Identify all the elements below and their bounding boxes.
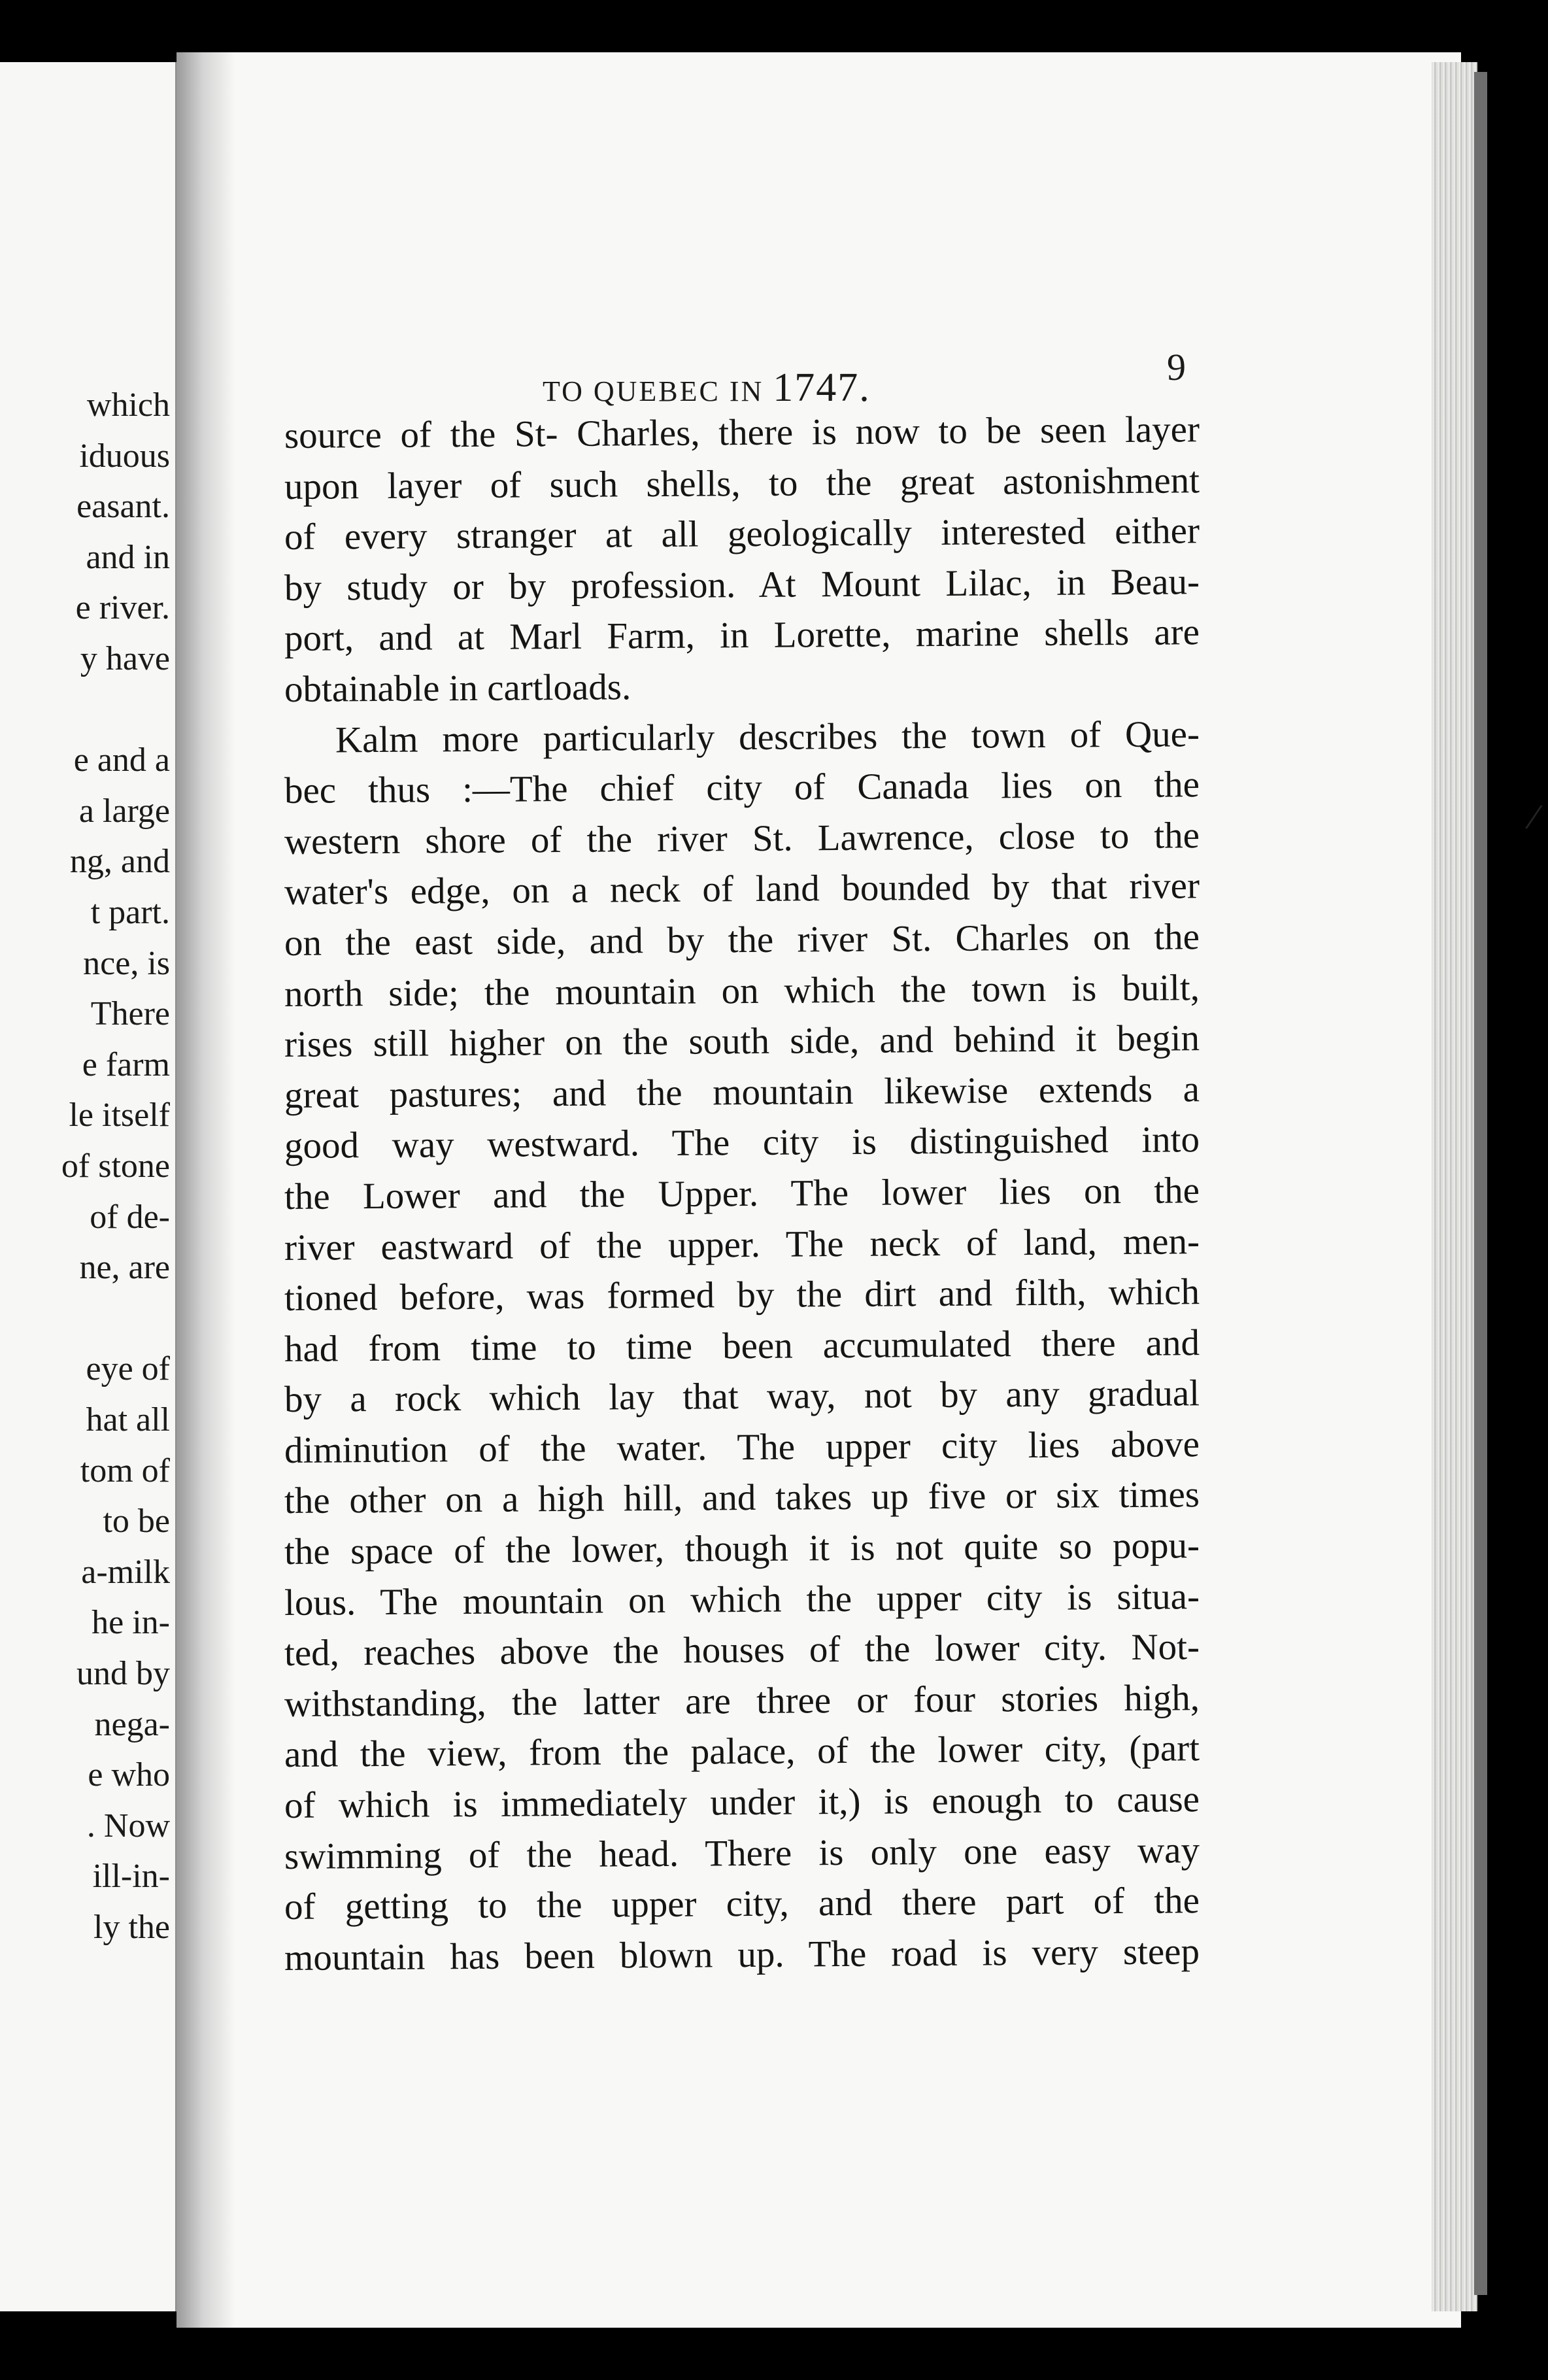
left-page-line: . Now <box>86 1807 170 1844</box>
running-title: TO QUEBEC IN <box>543 375 764 407</box>
running-head-year: 1747. <box>773 366 871 410</box>
left-page-line: ng, and <box>69 843 170 881</box>
body-line: by study or by profession. At Mount Lilac, in Beau- <box>284 561 1200 609</box>
body-line: the Lower and the Upper. The lower lies on the <box>284 1170 1200 1217</box>
body-line: water's edge, on a neck of land bounded by that river <box>284 865 1200 913</box>
body-text <box>284 411 1200 1983</box>
left-page-line: hat all <box>86 1401 170 1438</box>
previous-page <box>0 62 177 2311</box>
body-line: tioned before, was formed by the dirt and filth, which <box>284 1271 1200 1319</box>
left-page-line: ne, are <box>79 1249 170 1287</box>
current-page <box>177 52 1461 2328</box>
left-page-line: tom of <box>80 1452 170 1489</box>
body-line: bec thus :—The chief city of Canada lies on the <box>284 764 1200 812</box>
left-page-line: le itself <box>69 1096 170 1134</box>
body-line: withstanding, the latter are three or four stories high, <box>284 1677 1200 1725</box>
left-page-line: nega- <box>94 1705 170 1743</box>
body-line: western shore of the river St. Lawrence, close to the <box>284 814 1200 862</box>
body-line: swimming of the head. There is only one easy way <box>284 1829 1200 1877</box>
left-page-line: eye of <box>86 1350 170 1388</box>
left-page-line: of stone <box>61 1148 170 1185</box>
left-page-line: y have <box>80 640 170 677</box>
binding-shadow <box>177 52 235 2328</box>
left-page-line: a-milk <box>81 1553 170 1591</box>
body-line: north side; the mountain on which the town is built, <box>284 966 1200 1015</box>
book-cover-edge <box>1474 72 1487 2295</box>
left-page-line: und by <box>76 1655 170 1692</box>
left-page-line: a large <box>78 792 170 830</box>
left-page-line: easant. <box>76 488 170 526</box>
body-line: lous. The mountain on which the upper city is situa- <box>284 1575 1200 1624</box>
left-page-line: iduous <box>79 437 170 475</box>
body-line: upon layer of such shells, to the great astonishment <box>284 459 1200 507</box>
left-page-line: nce, is <box>83 944 170 982</box>
body-line: source of the St- Charles, there is now to be seen layer <box>284 409 1200 456</box>
left-page-line: t part. <box>90 894 170 931</box>
body-line: by a rock which lay that way, not by any gradual <box>284 1372 1200 1421</box>
left-page-line: There <box>90 995 170 1033</box>
body-line: port, and at Marl Farm, in Lorette, marine shells are <box>284 611 1200 660</box>
left-page-line: e and a <box>73 741 170 779</box>
body-line: diminution of the water. The upper city lies above <box>284 1423 1200 1471</box>
body-line: the other on a high hill, and takes up five or six times <box>284 1474 1200 1522</box>
body-line: Kalm more particularly describes the town of Que- <box>335 713 1200 761</box>
body-line: good way westward. The city is distinguished into <box>284 1119 1200 1167</box>
body-line: obtainable in cartloads. <box>284 666 631 710</box>
page-edges <box>1432 62 1477 2311</box>
left-page-line: he in- <box>92 1604 170 1642</box>
body-line: and the view, from the palace, of the lower city, (part <box>284 1727 1200 1776</box>
left-page-line: which <box>86 386 170 424</box>
left-page-line: and in <box>86 538 170 576</box>
body-line: on the east side, and by the river St. Charles on the <box>284 916 1200 964</box>
body-line: mountain has been blown up. The road is very steep <box>284 1931 1200 1979</box>
left-page-line: ly the <box>93 1909 170 1946</box>
body-line: of getting to the upper city, and there part of the <box>284 1880 1200 1928</box>
left-page-line: e farm <box>82 1046 170 1083</box>
margin-mark: / <box>1523 794 1545 840</box>
body-line: great pastures; and the mountain likewise extends a <box>284 1068 1200 1116</box>
running-head <box>543 365 871 411</box>
body-line: rises still higher on the south side, and behind it begin <box>284 1017 1200 1066</box>
body-line: of which is immediately under it,) is enough to cause <box>284 1778 1200 1827</box>
body-line: ted, reaches above the houses of the lower city. Not- <box>284 1626 1200 1674</box>
body-line: the space of the lower, though it is not quite so popu- <box>284 1525 1200 1573</box>
body-line: had from time to time been accumulated there and <box>284 1321 1200 1370</box>
left-page-line: to be <box>103 1503 170 1540</box>
left-page-line: of de- <box>90 1198 170 1236</box>
left-page-line: e river. <box>75 589 170 627</box>
page-number: 9 <box>1167 346 1186 388</box>
left-page-line: e who <box>88 1756 170 1794</box>
body-line: of every stranger at all geologically interested either <box>284 510 1200 558</box>
body-line: river eastward of the upper. The neck of land, men- <box>284 1220 1200 1268</box>
left-page-line: ill-in- <box>92 1858 170 1896</box>
